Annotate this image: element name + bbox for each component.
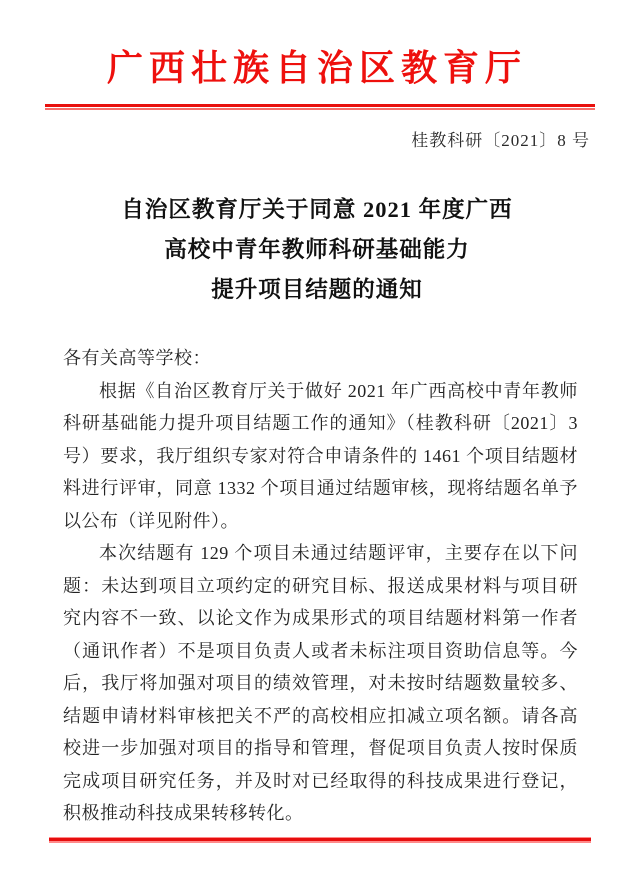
notice-title-line-1: 自治区教育厅关于同意 2021 年度广西 xyxy=(121,197,513,222)
header-divider-line xyxy=(45,104,595,110)
notice-title-line-2: 高校中青年教师科研基础能力 xyxy=(164,237,470,262)
footer-divider-line xyxy=(49,837,591,843)
paragraph-2: 本次结题有 129 个项目未通过结题评审，主要存在以下问题：未达到项目立项约定的研究目标、报送成果材料与项目研究内容不一致、以论文作为成果形式的项目结题材料第一作者（通讯作者）不是项目负责人或者未标注项目资助信息等。今后，我厅将加强对项目的绩效管理，对未按时结题数量较多、结题申请材料审核把关不严的高校相应扣减立项名额。请各高校进一步加强对项目的指导和管理，督促项目负责人按时保质完成项目研究任务，并及时对已经取得的科技成果进行登记，积极推动科技成果转移转化。 xyxy=(63,543,578,823)
salutation: 各有关高等学校： xyxy=(63,348,211,368)
paragraph-1: 根据《自治区教育厅关于做好 2021 年广西高校中青年教师科研基础能力提升项目结题工作的通知》（桂教科研〔2021〕3 号）要求，我厅组织专家对符合申请条件的 1461 个项目结题材料进行评审，同意 1332 个项目通过结题审核，现将结题名单予以公布（详见附件）。 xyxy=(63,380,578,531)
issuing-authority-title: 广西壮族自治区教育厅 xyxy=(106,48,527,88)
document-body xyxy=(63,342,578,830)
notice-title xyxy=(0,190,634,310)
notice-title-line-3: 提升项目结题的通知 xyxy=(211,277,423,302)
document-number: 桂教科研〔2021〕8 号 xyxy=(411,131,590,150)
